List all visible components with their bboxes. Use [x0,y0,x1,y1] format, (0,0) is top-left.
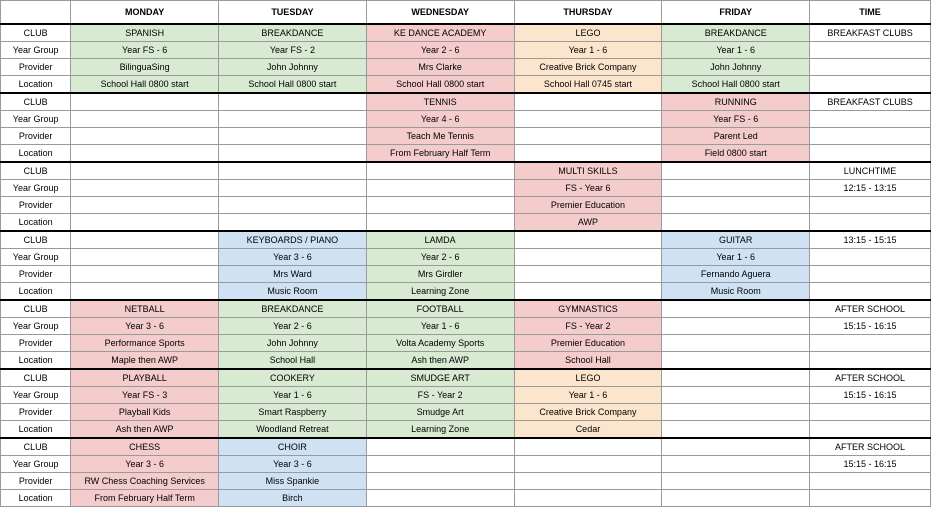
timetable-row-provider [1,473,931,490]
cell-tuesday-club: BREAKDANCE [219,24,367,42]
cell-thursday-provider: Creative Brick Company [514,59,662,76]
cell-friday-club [662,300,810,318]
cell-thursday-year_group [514,249,662,266]
cell-tuesday-year_group: Year 1 - 6 [219,387,367,404]
cell-tuesday-location [219,145,367,163]
time-cell: AFTER SCHOOL [810,438,931,456]
cell-friday-location [662,490,810,507]
row-label-year_group: Year Group [1,111,71,128]
cell-friday-provider: Parent Led [662,128,810,145]
cell-monday-location: From February Half Term [71,490,219,507]
cell-friday-location: School Hall 0800 start [662,76,810,94]
cell-thursday-provider: Premier Education [514,197,662,214]
cell-wednesday-provider [366,473,514,490]
cell-tuesday-club [219,93,367,111]
cell-tuesday-provider: Miss Spankie [219,473,367,490]
cell-wednesday-club: FOOTBALL [366,300,514,318]
time-cell [810,490,931,507]
timetable-row-location [1,214,931,232]
timetable-row-location [1,490,931,507]
cell-tuesday-provider: Mrs Ward [219,266,367,283]
cell-tuesday-club: KEYBOARDS / PIANO [219,231,367,249]
cell-friday-location [662,421,810,439]
cell-thursday-year_group: FS - Year 6 [514,180,662,197]
cell-monday-club [71,93,219,111]
cell-friday-year_group [662,456,810,473]
cell-friday-year_group [662,180,810,197]
row-label-year_group: Year Group [1,42,71,59]
timetable-row-provider [1,404,931,421]
cell-wednesday-provider: Volta Academy Sports [366,335,514,352]
cell-thursday-year_group: FS - Year 2 [514,318,662,335]
row-label-provider: Provider [1,59,71,76]
row-label-year_group: Year Group [1,180,71,197]
cell-monday-club: SPANISH [71,24,219,42]
cell-thursday-location: School Hall [514,352,662,370]
cell-friday-location [662,214,810,232]
cell-monday-location [71,214,219,232]
cell-monday-location [71,145,219,163]
cell-wednesday-provider: Mrs Clarke [366,59,514,76]
cell-friday-year_group [662,318,810,335]
cell-tuesday-club: COOKERY [219,369,367,387]
time-cell: LUNCHTIME [810,162,931,180]
cell-tuesday-year_group: Year 2 - 6 [219,318,367,335]
cell-wednesday-club [366,438,514,456]
cell-tuesday-location: Birch [219,490,367,507]
cell-thursday-location [514,283,662,301]
day-header-monday: MONDAY [71,1,219,25]
time-cell [810,42,931,59]
row-label-provider: Provider [1,197,71,214]
cell-monday-year_group: Year FS - 6 [71,42,219,59]
time-cell [810,111,931,128]
cell-wednesday-year_group: FS - Year 2 [366,387,514,404]
timetable-row-provider [1,59,931,76]
timetable-row-club [1,300,931,318]
row-label-year_group: Year Group [1,387,71,404]
timetable-row-location [1,421,931,439]
row-label-location: Location [1,490,71,507]
row-label-club: CLUB [1,231,71,249]
cell-thursday-provider [514,128,662,145]
timetable-row-year_group [1,111,931,128]
cell-monday-year_group: Year 3 - 6 [71,456,219,473]
cell-wednesday-location: Learning Zone [366,421,514,439]
cell-tuesday-provider [219,197,367,214]
row-label-club: CLUB [1,369,71,387]
timetable-row-club [1,438,931,456]
timetable-row-club [1,93,931,111]
time-cell [810,283,931,301]
time-cell [810,473,931,490]
cell-tuesday-provider: John Johnny [219,335,367,352]
time-cell [810,404,931,421]
time-cell [810,197,931,214]
cell-wednesday-year_group: Year 4 - 6 [366,111,514,128]
cell-friday-club [662,162,810,180]
time-cell [810,128,931,145]
timetable-row-location [1,76,931,94]
cell-wednesday-club: SMUDGE ART [366,369,514,387]
cell-wednesday-provider [366,197,514,214]
cell-thursday-location [514,145,662,163]
timetable-row-year_group [1,180,931,197]
time-cell [810,214,931,232]
time-cell: BREAKFAST CLUBS [810,24,931,42]
cell-thursday-club [514,93,662,111]
timetable-row-club [1,231,931,249]
cell-wednesday-location [366,490,514,507]
cell-monday-provider: BilinguaSing [71,59,219,76]
cell-wednesday-year_group: Year 2 - 6 [366,42,514,59]
time-cell [810,352,931,370]
row-label-year_group: Year Group [1,249,71,266]
row-label-year_group: Year Group [1,456,71,473]
cell-wednesday-club [366,162,514,180]
time-cell [810,421,931,439]
time-cell: 13:15 - 15:15 [810,231,931,249]
time-cell: 15:15 - 16:15 [810,456,931,473]
row-label-location: Location [1,214,71,232]
day-header-tuesday: TUESDAY [219,1,367,25]
cell-monday-provider: RW Chess Coaching Services [71,473,219,490]
cell-monday-provider: Playball Kids [71,404,219,421]
cell-thursday-year_group [514,111,662,128]
cell-friday-club: BREAKDANCE [662,24,810,42]
cell-friday-year_group: Year FS - 6 [662,111,810,128]
row-label-club: CLUB [1,300,71,318]
time-cell: AFTER SCHOOL [810,300,931,318]
cell-tuesday-year_group: Year FS - 2 [219,42,367,59]
cell-tuesday-location: School Hall 0800 start [219,76,367,94]
cell-monday-year_group: Year 3 - 6 [71,318,219,335]
cell-friday-club: RUNNING [662,93,810,111]
cell-wednesday-provider: Smudge Art [366,404,514,421]
cell-thursday-location [514,490,662,507]
timetable-row-club [1,162,931,180]
day-header-wednesday: WEDNESDAY [366,1,514,25]
time-cell [810,76,931,94]
cell-wednesday-club: LAMDA [366,231,514,249]
cell-tuesday-club [219,162,367,180]
timetable-row-year_group [1,42,931,59]
cell-monday-location [71,283,219,301]
cell-friday-club: GUITAR [662,231,810,249]
time-cell: 12:15 - 13:15 [810,180,931,197]
cell-tuesday-location: School Hall [219,352,367,370]
row-label-provider: Provider [1,473,71,490]
cell-tuesday-location [219,214,367,232]
cell-wednesday-location: Ash then AWP [366,352,514,370]
cell-wednesday-year_group [366,180,514,197]
cell-tuesday-year_group [219,111,367,128]
row-label-provider: Provider [1,266,71,283]
timetable-row-year_group [1,387,931,404]
timetable-row-location [1,145,931,163]
cell-monday-location: Maple then AWP [71,352,219,370]
cell-wednesday-year_group [366,456,514,473]
cell-thursday-location: School Hall 0745 start [514,76,662,94]
time-cell [810,266,931,283]
cell-friday-location: Music Room [662,283,810,301]
cell-wednesday-provider: Teach Me Tennis [366,128,514,145]
cell-friday-location [662,352,810,370]
cell-friday-provider [662,404,810,421]
cell-wednesday-year_group: Year 1 - 6 [366,318,514,335]
timetable-row-year_group [1,456,931,473]
cell-thursday-club: MULTI SKILLS [514,162,662,180]
timetable-row-provider [1,197,931,214]
cell-thursday-year_group: Year 1 - 6 [514,42,662,59]
cell-thursday-provider: Premier Education [514,335,662,352]
time-cell: AFTER SCHOOL [810,369,931,387]
row-label-year_group: Year Group [1,318,71,335]
cell-wednesday-club: KE DANCE ACADEMY [366,24,514,42]
cell-wednesday-location: From February Half Term [366,145,514,163]
cell-friday-provider [662,197,810,214]
cell-wednesday-location: School Hall 0800 start [366,76,514,94]
cell-tuesday-year_group [219,180,367,197]
time-cell [810,59,931,76]
cell-friday-provider [662,335,810,352]
cell-friday-club [662,438,810,456]
row-label-club: CLUB [1,93,71,111]
cell-thursday-club: GYMNASTICS [514,300,662,318]
cell-wednesday-provider: Mrs Girdler [366,266,514,283]
time-cell: 15:15 - 16:15 [810,318,931,335]
cell-monday-provider: Performance Sports [71,335,219,352]
cell-monday-club: PLAYBALL [71,369,219,387]
timetable-row-provider [1,266,931,283]
header-row [1,1,931,25]
cell-friday-club [662,369,810,387]
cell-monday-provider [71,266,219,283]
time-cell: BREAKFAST CLUBS [810,93,931,111]
cell-tuesday-club: CHOIR [219,438,367,456]
cell-thursday-year_group [514,456,662,473]
row-label-club: CLUB [1,24,71,42]
cell-friday-year_group: Year 1 - 6 [662,249,810,266]
cell-friday-provider [662,473,810,490]
cell-thursday-provider [514,473,662,490]
cell-tuesday-provider: Smart Raspberry [219,404,367,421]
timetable-row-location [1,283,931,301]
row-label-location: Location [1,145,71,163]
cell-thursday-provider [514,266,662,283]
cell-monday-provider [71,197,219,214]
row-label-provider: Provider [1,404,71,421]
timetable-row-club [1,369,931,387]
cell-monday-club: CHESS [71,438,219,456]
time-cell [810,335,931,352]
cell-monday-club [71,162,219,180]
row-label-location: Location [1,421,71,439]
cell-monday-location: Ash then AWP [71,421,219,439]
row-label-provider: Provider [1,128,71,145]
cell-monday-location: School Hall 0800 start [71,76,219,94]
time-header: TIME [810,1,931,25]
cell-friday-location: Field 0800 start [662,145,810,163]
cell-thursday-location: AWP [514,214,662,232]
cell-friday-provider: John Johnny [662,59,810,76]
row-label-location: Location [1,352,71,370]
cell-wednesday-club: TENNIS [366,93,514,111]
cell-friday-provider: Fernando Aguera [662,266,810,283]
time-cell [810,249,931,266]
cell-monday-club [71,231,219,249]
cell-monday-provider [71,128,219,145]
row-label-club: CLUB [1,438,71,456]
cell-tuesday-location: Music Room [219,283,367,301]
cell-wednesday-year_group: Year 2 - 6 [366,249,514,266]
cell-friday-year_group: Year 1 - 6 [662,42,810,59]
timetable-row-club [1,24,931,42]
timetable-row-location [1,352,931,370]
timetable-row-year_group [1,249,931,266]
cell-tuesday-year_group: Year 3 - 6 [219,249,367,266]
cell-wednesday-location [366,214,514,232]
cell-monday-year_group [71,180,219,197]
cell-tuesday-club: BREAKDANCE [219,300,367,318]
cell-monday-year_group [71,249,219,266]
time-cell: 15:15 - 16:15 [810,387,931,404]
day-header-thursday: THURSDAY [514,1,662,25]
timetable-row-provider [1,335,931,352]
cell-monday-club: NETBALL [71,300,219,318]
cell-tuesday-provider [219,128,367,145]
cell-tuesday-location: Woodland Retreat [219,421,367,439]
cell-thursday-club [514,231,662,249]
corner-cell [1,1,71,25]
cell-monday-year_group: Year FS - 3 [71,387,219,404]
row-label-location: Location [1,283,71,301]
row-label-club: CLUB [1,162,71,180]
time-cell [810,145,931,163]
cell-thursday-year_group: Year 1 - 6 [514,387,662,404]
timetable-row-year_group [1,318,931,335]
cell-thursday-provider: Creative Brick Company [514,404,662,421]
cell-wednesday-location: Learning Zone [366,283,514,301]
row-label-provider: Provider [1,335,71,352]
timetable-row-provider [1,128,931,145]
row-label-location: Location [1,76,71,94]
cell-thursday-club [514,438,662,456]
cell-friday-year_group [662,387,810,404]
cell-monday-year_group [71,111,219,128]
cell-thursday-location: Cedar [514,421,662,439]
cell-tuesday-year_group: Year 3 - 6 [219,456,367,473]
cell-thursday-club: LEGO [514,24,662,42]
cell-tuesday-provider: John Johnny [219,59,367,76]
day-header-friday: FRIDAY [662,1,810,25]
cell-thursday-club: LEGO [514,369,662,387]
